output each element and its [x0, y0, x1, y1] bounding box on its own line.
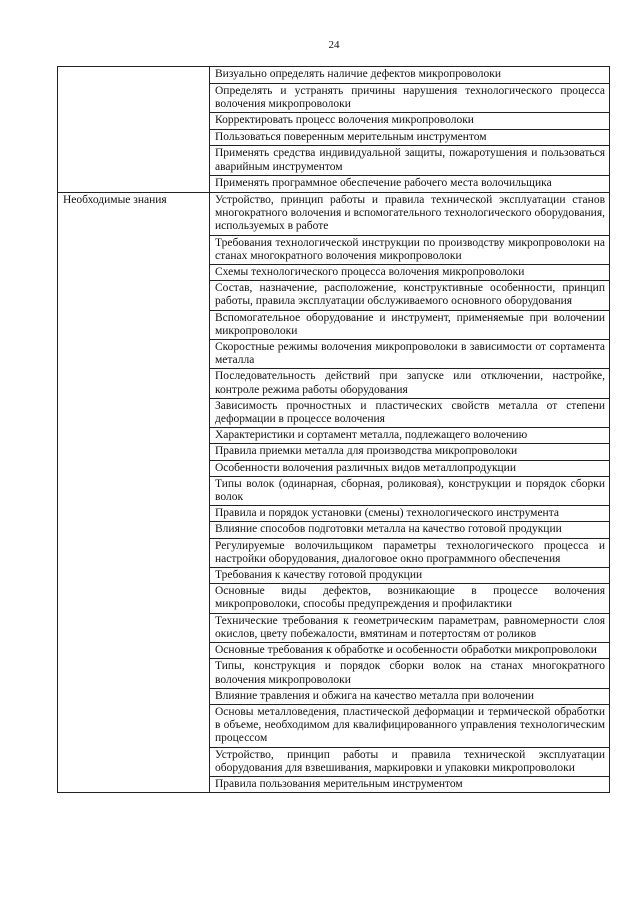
knowledge-item: Правила пользования мерительным инструментом	[210, 776, 610, 792]
skill-item: Применять программное обеспечение рабочего места волочильщика	[210, 176, 610, 193]
knowledge-item: Основные требования к обработке и особенности обработки микропроволоки	[210, 643, 610, 659]
knowledge-item: Основные виды дефектов, возникающие в процессе волочения микропроволоки, способы предупреждения и профилактики	[210, 584, 610, 613]
skill-item: Применять средства индивидуальной защиты, пожаротушения и пользоваться аварийным инструментом	[210, 146, 610, 176]
skill-item: Корректировать процесс волочения микропроволоки	[210, 113, 610, 130]
knowledge-item: Особенности волочения различных видов металлопродукции	[210, 460, 610, 476]
knowledge-item: Зависимость прочностных и пластических свойств металла от степени деформации в процессе волочения	[210, 398, 610, 427]
knowledge-item: Скоростные режимы волочения микропроволоки в зависимости от сортамента металла	[210, 340, 610, 369]
knowledge-item: Устройство, принцип работы и правила технической эксплуатации станов многократного волочения и вспомогательного технологического оборудования, используемых в работе	[210, 193, 610, 236]
knowledge-item: Устройство, принцип работы и правила технической эксплуатации оборудования для взвешивания, маркировки и упаковки микропроволоки	[210, 747, 610, 776]
knowledge-item: Вспомогательное оборудование и инструмент, применяемые при волочении микропроволоки	[210, 310, 610, 339]
knowledge-item: Характеристики и сортамент металла, подлежащего волочению	[210, 428, 610, 444]
skill-item: Визуально определять наличие дефектов микропроволоки	[210, 67, 610, 84]
table-row	[58, 193, 610, 236]
requirements-table	[57, 66, 610, 793]
knowledge-item: Регулируемые волочильщиком параметры технологического процесса и настройки оборудования, диалоговое окно программного обеспечения	[210, 538, 610, 567]
knowledge-item: Правила и порядок установки (смены) технологического инструмента	[210, 506, 610, 522]
knowledge-item: Влияние способов подготовки металла на качество готовой продукции	[210, 522, 610, 538]
knowledge-item: Требования к качеству готовой продукции	[210, 568, 610, 584]
knowledge-item: Основы металловедения, пластической деформации и термической обработки в объеме, необходимом для квалифицированного управления технологическим процессом	[210, 704, 610, 747]
knowledge-item: Последовательность действий при запуске или отключении, настройке, контроле режима работы оборудования	[210, 369, 610, 398]
knowledge-item: Технические требования к геометрическим параметрам, равномерности слоя окислов, цвету побежалости, вмятинам и потертостям от роликов	[210, 613, 610, 642]
section-label: Необходимые знания	[58, 193, 210, 793]
empty-label-cell	[58, 67, 210, 193]
knowledge-item: Требования технологической инструкции по производству микропроволоки на станах многократного волочения микропроволоки	[210, 235, 610, 264]
knowledge-item: Схемы технологического процесса волочения микропроволоки	[210, 265, 610, 281]
skill-item: Определять и устранять причины нарушения технологического процесса волочения микропроволоки	[210, 83, 610, 113]
knowledge-item: Типы волок (одинарная, сборная, роликовая), конструкции и порядок сборки волок	[210, 476, 610, 505]
knowledge-item: Состав, назначение, расположение, конструктивные особенности, принцип работы, правила эксплуатации обслуживаемого основного оборудования	[210, 281, 610, 310]
knowledge-item: Правила приемки металла для производства микропроволоки	[210, 444, 610, 460]
page-number: 24	[328, 39, 340, 51]
knowledge-item: Влияние травления и обжига на качество металла при волочении	[210, 688, 610, 704]
table-row	[58, 67, 610, 84]
knowledge-item: Типы, конструкция и порядок сборки волок на станах многократного волочения микропроволоки	[210, 659, 610, 688]
skill-item: Пользоваться поверенным мерительным инструментом	[210, 129, 610, 146]
